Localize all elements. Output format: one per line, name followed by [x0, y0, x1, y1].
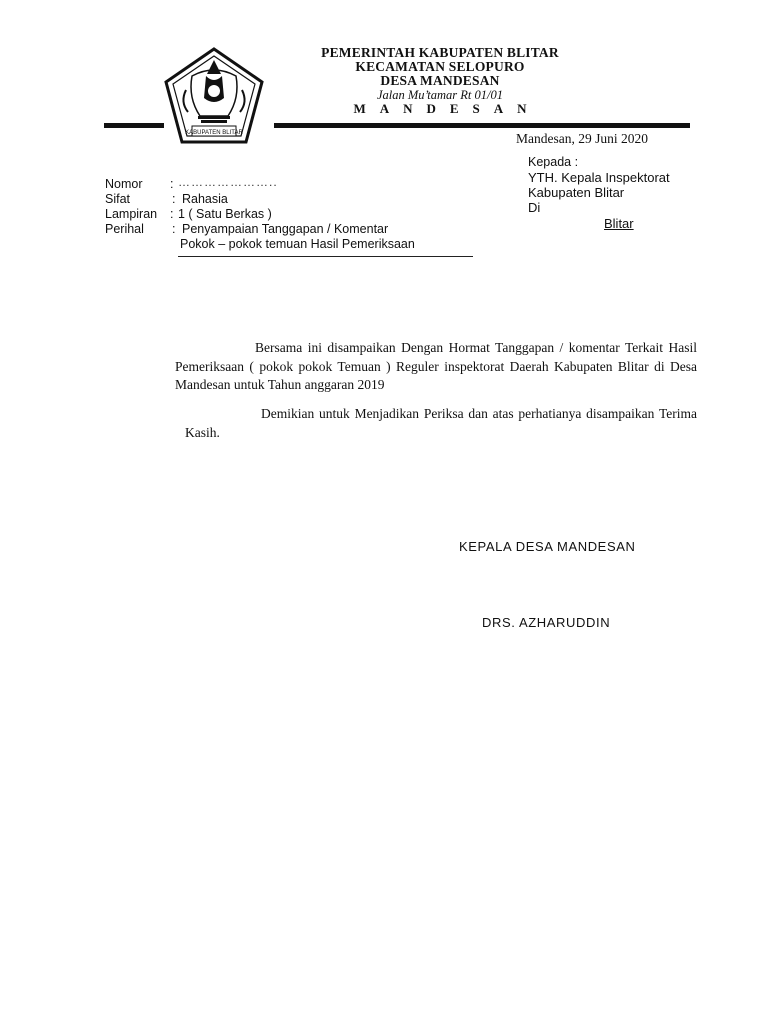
lampiran-value: 1 ( Satu Berkas ) — [178, 207, 272, 221]
nomor-separator: : — [170, 177, 174, 191]
letterhead-government: PEMERINTAH KABUPATEN BLITAR — [321, 45, 559, 60]
nomor-label: Nomor — [105, 177, 143, 191]
letterhead-village: DESA MANDESAN — [380, 73, 500, 88]
letterhead-address: Jalan Mu’tamar Rt 01/01 — [376, 88, 504, 102]
lampiran-separator: : — [170, 207, 174, 221]
letterhead-district: KECAMATAN SELOPURO — [355, 59, 525, 74]
recipient-office: Kabupaten Blitar — [528, 185, 625, 200]
sifat-label: Sifat — [105, 192, 131, 206]
place-date: Mandesan, 29 Juni 2020 — [516, 131, 648, 146]
perihal-separator: : — [172, 222, 176, 236]
lampiran-label: Lampiran — [105, 207, 158, 221]
recipient-to-label: Kepada : — [528, 155, 579, 169]
perihal-label: Perihal — [105, 222, 144, 236]
perihal-value-line1: Penyampaian Tanggapan / Komentar — [182, 222, 389, 236]
regency-emblem-logo — [162, 46, 266, 146]
letterhead-spaced-name: MANDESAN — [353, 101, 541, 116]
recipient-city: Blitar — [604, 216, 634, 231]
letterhead-rule-right — [274, 123, 690, 128]
letterhead-rule-left — [104, 123, 164, 128]
sifat-value: Rahasia — [182, 192, 228, 206]
sifat-separator: : — [172, 192, 176, 206]
recipient-at-label: Di — [528, 200, 541, 215]
body-paragraph-1: Bersama ini disampaikan Dengan Hormat Tanggapan / komentar Terkait Hasil Pemeriksaan ( pokok pokok Temuan ) Reguler inspektorat Daerah Kabupaten Blitar di Desa Mandesan untuk Tahun anggaran 2019 — [175, 340, 697, 392]
perihal-value-line2: Pokok – pokok temuan Hasil Pemeriksaan — [180, 237, 415, 251]
nomor-value: ………………….. — [178, 175, 278, 189]
subject-underline — [178, 256, 473, 257]
signature-name: DRS. AZHARUDDIN — [482, 615, 611, 630]
logo-caption: KABUPATEN BLITAR — [185, 130, 243, 136]
recipient-title: YTH. Kepala Inspektorat — [528, 170, 670, 185]
body-paragraph-2: Demikian untuk Menjadikan Periksa dan atas perhatianya disampaikan Terima Kasih. — [185, 406, 697, 440]
signature-title: KEPALA DESA MANDESAN — [459, 539, 636, 554]
